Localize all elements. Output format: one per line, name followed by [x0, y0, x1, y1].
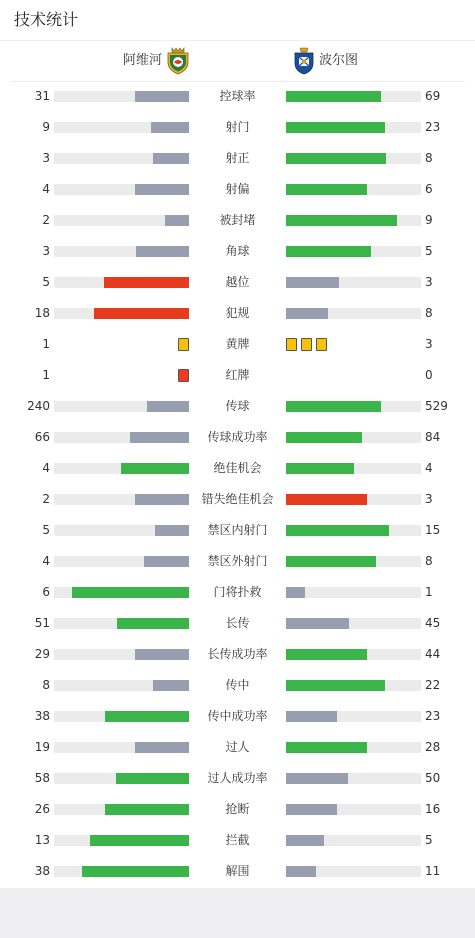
stat-row [0, 329, 475, 360]
yellow-card-icon [178, 338, 189, 351]
away-bar-track [286, 401, 421, 412]
away-value: 3 [425, 337, 433, 351]
home-value: 3 [42, 244, 50, 258]
stat-row [0, 81, 475, 112]
away-value: 8 [425, 554, 433, 568]
away-bar-fill [286, 773, 348, 784]
away-bar-fill [286, 804, 337, 815]
stat-row [0, 453, 475, 484]
home-value: 240 [27, 399, 50, 413]
home-value: 13 [34, 833, 50, 847]
stat-row [0, 515, 475, 546]
home-bar-fill [105, 804, 189, 815]
away-value: 0 [425, 368, 433, 382]
away-bar-fill [286, 432, 362, 443]
stat-row [0, 732, 475, 763]
away-value: 4 [425, 461, 433, 475]
stat-label: 过人成功率 [207, 771, 268, 785]
home-cards [178, 338, 189, 351]
away-value: 23 [425, 120, 441, 134]
home-value: 38 [34, 864, 50, 878]
stat-label: 抢断 [225, 802, 250, 816]
home-bar-fill [130, 432, 189, 443]
home-value: 5 [42, 523, 50, 537]
home-bar-fill [116, 773, 189, 784]
stat-row [0, 794, 475, 825]
porto-crest-icon [292, 47, 316, 75]
home-bar-fill [136, 246, 189, 257]
home-bar-fill [135, 494, 189, 505]
stat-row [0, 546, 475, 577]
home-bar-fill [94, 308, 189, 319]
home-value: 1 [42, 337, 50, 351]
away-value: 44 [425, 647, 441, 661]
away-value: 3 [425, 275, 433, 289]
away-bar-track [286, 835, 421, 846]
away-bar-track [286, 153, 421, 164]
away-bar-fill [286, 587, 305, 598]
stat-label: 禁区内射门 [207, 523, 268, 537]
away-value: 6 [425, 182, 433, 196]
away-bar-fill [286, 742, 367, 753]
away-bar-fill [286, 153, 386, 164]
away-cards [286, 338, 327, 351]
home-value: 19 [34, 740, 50, 754]
home-bar-fill [105, 711, 189, 722]
away-value: 23 [425, 709, 441, 723]
home-bar-fill [135, 742, 189, 753]
home-value: 1 [42, 368, 50, 382]
stat-row [0, 422, 475, 453]
away-bar-track [286, 556, 421, 567]
home-bar-fill [151, 122, 189, 133]
away-bar-fill [286, 494, 367, 505]
away-value: 69 [425, 89, 441, 103]
away-bar-fill [286, 680, 385, 691]
home-bar-track [54, 804, 189, 815]
away-bar-track [286, 587, 421, 598]
home-bar-track [54, 866, 189, 877]
away-value: 1 [425, 585, 433, 599]
away-bar-fill [286, 91, 381, 102]
page-title: 技术统计 [14, 10, 79, 29]
home-value: 31 [34, 89, 50, 103]
away-bar-track [286, 804, 421, 815]
stat-row [0, 298, 475, 329]
away-value: 529 [425, 399, 448, 413]
stat-row [0, 608, 475, 639]
home-value: 4 [42, 182, 50, 196]
stat-row [0, 577, 475, 608]
home-bar-fill [135, 91, 189, 102]
away-bar-fill [286, 215, 397, 226]
home-bar-track [54, 463, 189, 474]
stat-label: 拦截 [225, 833, 250, 847]
home-bar-track [54, 835, 189, 846]
away-bar-track [286, 494, 421, 505]
home-bar-fill [153, 153, 189, 164]
away-value: 45 [425, 616, 441, 630]
away-bar-fill [286, 866, 316, 877]
home-bar-track [54, 246, 189, 257]
away-value: 11 [425, 864, 441, 878]
home-bar-track [54, 91, 189, 102]
stat-label: 射偏 [225, 182, 250, 196]
home-bar-fill [104, 277, 189, 288]
home-value: 4 [42, 461, 50, 475]
away-value: 28 [425, 740, 441, 754]
away-value: 84 [425, 430, 441, 444]
stat-label: 错失绝佳机会 [201, 492, 274, 506]
home-bar-fill [135, 184, 189, 195]
away-bar-fill [286, 122, 385, 133]
home-bar-track [54, 401, 189, 412]
home-bar-fill [153, 680, 189, 691]
away-value: 9 [425, 213, 433, 227]
home-bar-track [54, 680, 189, 691]
stat-row [0, 236, 475, 267]
home-bar-fill [90, 835, 189, 846]
stat-label: 传中 [225, 678, 250, 692]
away-value: 5 [425, 244, 433, 258]
home-bar-track [54, 525, 189, 536]
stat-label: 红牌 [225, 368, 250, 382]
home-bar-fill [72, 587, 189, 598]
stat-label: 射门 [225, 120, 250, 134]
home-value: 8 [42, 678, 50, 692]
yellow-card-icon [301, 338, 312, 351]
home-bar-track [54, 711, 189, 722]
home-cards [178, 369, 189, 382]
home-value: 2 [42, 492, 50, 506]
home-value: 18 [34, 306, 50, 320]
away-bar-track [286, 432, 421, 443]
stat-row [0, 174, 475, 205]
away-bar-fill [286, 246, 371, 257]
home-value: 4 [42, 554, 50, 568]
home-bar-track [54, 618, 189, 629]
away-bar-track [286, 184, 421, 195]
away-value: 8 [425, 306, 433, 320]
away-value: 5 [425, 833, 433, 847]
stat-label: 黄牌 [225, 337, 250, 351]
home-bar-track [54, 742, 189, 753]
home-bar-track [54, 184, 189, 195]
home-bar-track [54, 587, 189, 598]
home-value: 2 [42, 213, 50, 227]
away-bar-fill [286, 308, 328, 319]
away-bar-fill [286, 649, 367, 660]
home-bar-track [54, 215, 189, 226]
stat-label: 传球成功率 [207, 430, 268, 444]
stat-label: 被封堵 [219, 213, 256, 227]
stat-row [0, 639, 475, 670]
stat-row [0, 701, 475, 732]
home-bar-track [54, 308, 189, 319]
yellow-card-icon [286, 338, 297, 351]
away-bar-fill [286, 277, 339, 288]
home-bar-fill [135, 649, 189, 660]
home-bar-track [54, 432, 189, 443]
home-bar-track [54, 773, 189, 784]
stat-label: 过人 [225, 740, 250, 754]
home-value: 6 [42, 585, 50, 599]
home-bar-track [54, 153, 189, 164]
away-bar-fill [286, 618, 349, 629]
away-bar-track [286, 680, 421, 691]
home-bar-fill [144, 556, 189, 567]
stat-label: 犯规 [225, 306, 250, 320]
home-value: 9 [42, 120, 50, 134]
stat-row [0, 205, 475, 236]
home-bar-fill [117, 618, 189, 629]
home-bar-track [54, 494, 189, 505]
away-bar-track [286, 711, 421, 722]
home-value: 29 [34, 647, 50, 661]
home-value: 3 [42, 151, 50, 165]
stat-label: 长传成功率 [207, 647, 268, 661]
yellow-card-icon [316, 338, 327, 351]
stat-row [0, 360, 475, 391]
away-bar-track [286, 91, 421, 102]
away-bar-track [286, 308, 421, 319]
away-bar-track [286, 215, 421, 226]
away-bar-fill [286, 556, 376, 567]
away-bar-track [286, 742, 421, 753]
away-value: 8 [425, 151, 433, 165]
stat-label: 传中成功率 [207, 709, 268, 723]
home-bar-fill [165, 215, 189, 226]
away-bar-track [286, 246, 421, 257]
home-bar-track [54, 122, 189, 133]
home-bar-track [54, 556, 189, 567]
away-team-name: 波尔图 [319, 53, 359, 68]
away-value: 22 [425, 678, 441, 692]
away-bar-fill [286, 835, 324, 846]
away-bar-fill [286, 711, 337, 722]
home-value: 38 [34, 709, 50, 723]
stat-label: 长传 [225, 616, 250, 630]
away-bar-fill [286, 401, 381, 412]
stat-label: 门将扑救 [213, 585, 262, 599]
stat-label: 控球率 [219, 89, 256, 103]
red-card-icon [178, 369, 189, 382]
away-bar-track [286, 525, 421, 536]
away-bar-fill [286, 184, 367, 195]
home-value: 58 [34, 771, 50, 785]
stat-row [0, 391, 475, 422]
home-bar-fill [121, 463, 189, 474]
stat-row [0, 856, 475, 887]
stat-label: 射正 [225, 151, 250, 165]
home-bar-track [54, 277, 189, 288]
rio-ave-crest-icon [166, 47, 190, 75]
home-bar-fill [147, 401, 189, 412]
stat-row [0, 825, 475, 856]
away-bar-track [286, 773, 421, 784]
stat-row [0, 143, 475, 174]
stat-label: 绝佳机会 [213, 461, 262, 475]
home-value: 26 [34, 802, 50, 816]
away-bar-track [286, 122, 421, 133]
stat-row [0, 670, 475, 701]
stat-row [0, 112, 475, 143]
stat-label: 解围 [225, 864, 250, 878]
home-bar-fill [82, 866, 189, 877]
stat-label: 传球 [225, 399, 250, 413]
home-value: 51 [34, 616, 50, 630]
home-value: 5 [42, 275, 50, 289]
stat-row [0, 484, 475, 515]
away-value: 16 [425, 802, 441, 816]
stat-label: 越位 [225, 275, 250, 289]
away-bar-fill [286, 463, 354, 474]
divider [0, 40, 475, 41]
away-value: 3 [425, 492, 433, 506]
home-bar-track [54, 649, 189, 660]
away-bar-track [286, 866, 421, 877]
away-bar-track [286, 463, 421, 474]
away-bar-track [286, 649, 421, 660]
away-bar-track [286, 277, 421, 288]
home-bar-fill [155, 525, 189, 536]
stat-row [0, 267, 475, 298]
away-bar-track [286, 618, 421, 629]
stat-row [0, 763, 475, 794]
home-value: 66 [34, 430, 50, 444]
away-bar-fill [286, 525, 389, 536]
stat-label: 角球 [225, 244, 250, 258]
away-value: 15 [425, 523, 441, 537]
away-value: 50 [425, 771, 441, 785]
home-team-name: 阿维河 [122, 53, 162, 68]
stat-label: 禁区外射门 [207, 554, 268, 568]
